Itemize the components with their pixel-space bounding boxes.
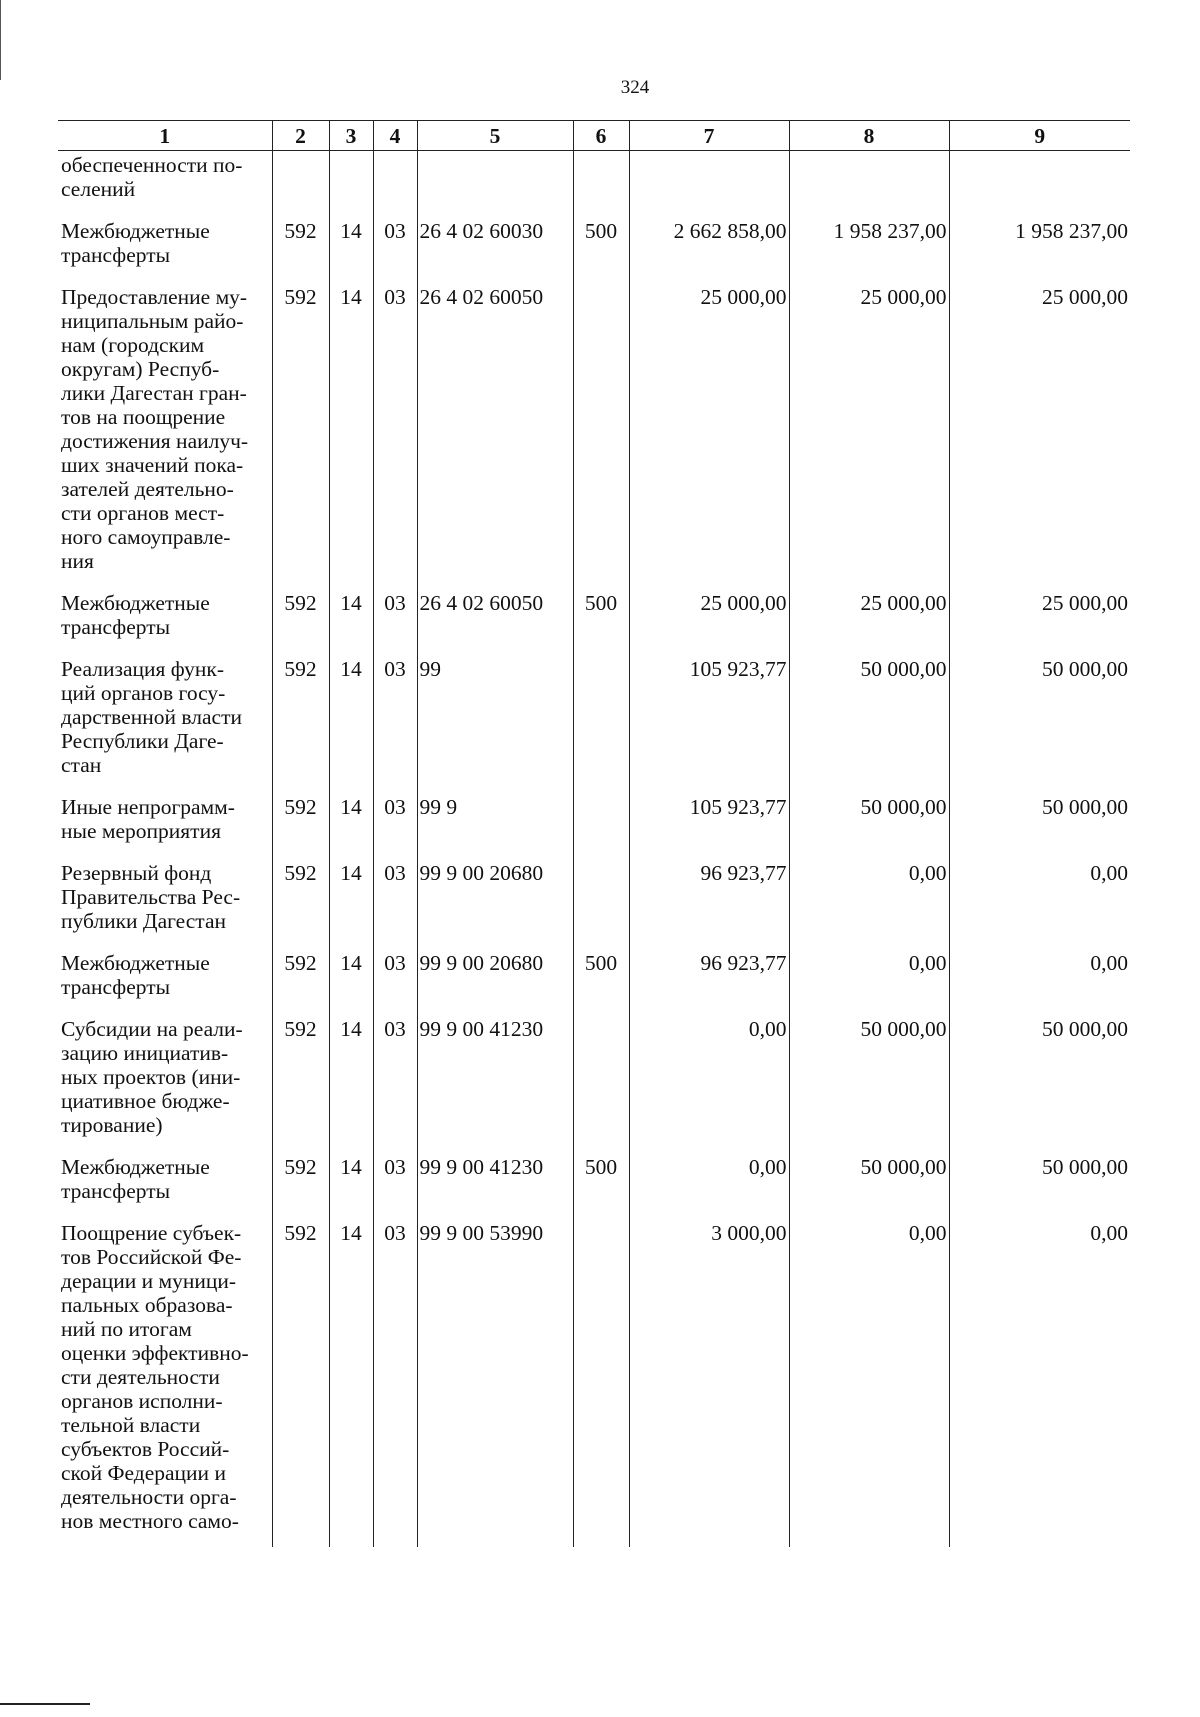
cell-code-5: 26 4 02 60050	[417, 283, 573, 589]
cell-code-2: 592	[272, 793, 329, 859]
row-description: Межбюджетные трансферты	[58, 949, 272, 1015]
cell-code-5	[417, 151, 573, 218]
cell-amount-7: 96 923,77	[629, 949, 789, 1015]
cell-amount-7: 0,00	[629, 1153, 789, 1219]
cell-code-2: 592	[272, 1153, 329, 1219]
cell-amount-8: 0,00	[789, 859, 949, 949]
table-row	[58, 1153, 1130, 1219]
cell-amount-8: 50 000,00	[789, 793, 949, 859]
table-row	[58, 655, 1130, 793]
cell-amount-7: 105 923,77	[629, 655, 789, 793]
table-header-row	[58, 121, 1130, 151]
cell-amount-9: 50 000,00	[949, 793, 1130, 859]
cell-code-4: 03	[373, 283, 417, 589]
table-row	[58, 1219, 1130, 1547]
cell-amount-7	[629, 151, 789, 218]
cell-code-3: 14	[329, 283, 373, 589]
cell-amount-8: 50 000,00	[789, 655, 949, 793]
cell-code-3: 14	[329, 217, 373, 283]
cell-amount-8: 1 958 237,00	[789, 217, 949, 283]
cell-code-6	[573, 283, 629, 589]
cell-code-2: 592	[272, 1219, 329, 1547]
cell-amount-8: 0,00	[789, 1219, 949, 1547]
cell-amount-9: 1 958 237,00	[949, 217, 1130, 283]
row-description: Межбюджетные трансферты	[58, 1153, 272, 1219]
cell-code-2: 592	[272, 283, 329, 589]
cell-amount-8: 0,00	[789, 949, 949, 1015]
table-row	[58, 793, 1130, 859]
cell-code-2: 592	[272, 655, 329, 793]
cell-code-3: 14	[329, 793, 373, 859]
table-row	[58, 283, 1130, 589]
cell-amount-7: 96 923,77	[629, 859, 789, 949]
cell-amount-7: 2 662 858,00	[629, 217, 789, 283]
cell-code-2: 592	[272, 217, 329, 283]
cell-amount-8: 25 000,00	[789, 283, 949, 589]
cell-amount-9: 0,00	[949, 1219, 1130, 1547]
table-row	[58, 949, 1130, 1015]
cell-amount-8: 50 000,00	[789, 1153, 949, 1219]
cell-code-4: 03	[373, 793, 417, 859]
cell-code-3: 14	[329, 949, 373, 1015]
cell-amount-7: 105 923,77	[629, 793, 789, 859]
row-description: обеспеченности по- селений	[58, 151, 272, 218]
cell-code-3	[329, 151, 373, 218]
cell-code-6	[573, 793, 629, 859]
row-description: Поощрение субъек- тов Российской Фе- дерации и муници- пальных образова- ний по итогам оценки эффективно- сти деятельности органов исполни- тельной власти субъектов Россий- ской Федерации и деятельности орга- нов местного само-	[58, 1219, 272, 1547]
column-header: 9	[949, 121, 1130, 151]
row-description: Иные непрограмм- ные мероприятия	[58, 793, 272, 859]
cell-code-6	[573, 1219, 629, 1547]
cell-code-6: 500	[573, 949, 629, 1015]
cell-amount-8: 50 000,00	[789, 1015, 949, 1153]
cell-code-4: 03	[373, 859, 417, 949]
cell-code-6	[573, 859, 629, 949]
cell-amount-9	[949, 151, 1130, 218]
table-row	[58, 1015, 1130, 1153]
cell-amount-9: 50 000,00	[949, 655, 1130, 793]
cell-code-6: 500	[573, 589, 629, 655]
row-description: Резервный фонд Правительства Рес- публики Дагестан	[58, 859, 272, 949]
cell-code-3: 14	[329, 1153, 373, 1219]
column-header: 4	[373, 121, 417, 151]
cell-amount-7: 0,00	[629, 1015, 789, 1153]
scan-edge-mark	[0, 0, 1, 80]
cell-code-5: 99 9	[417, 793, 573, 859]
cell-code-5: 99	[417, 655, 573, 793]
row-description: Межбюджетные трансферты	[58, 589, 272, 655]
cell-code-4	[373, 151, 417, 218]
row-description: Субсидии на реали- зацию инициатив- ных проектов (ини- циативное бюдже- тирование)	[58, 1015, 272, 1153]
column-header: 6	[573, 121, 629, 151]
cell-code-6: 500	[573, 217, 629, 283]
cell-amount-7: 3 000,00	[629, 1219, 789, 1547]
page-number: 324	[620, 77, 650, 98]
row-description: Предоставление му- ниципальным райо- нам (городским округам) Респуб- лики Дагестан гран- тов на поощрение достижения наилуч- ших значений пока- зателей деятельно- сти органов мест- ного самоуправле- ния	[58, 283, 272, 589]
cell-code-6	[573, 1015, 629, 1153]
table-row	[58, 859, 1130, 949]
cell-code-3: 14	[329, 1219, 373, 1547]
cell-code-6	[573, 151, 629, 218]
scan-bottom-mark	[0, 1703, 90, 1705]
cell-code-5: 26 4 02 60050	[417, 589, 573, 655]
cell-code-3: 14	[329, 589, 373, 655]
cell-code-5: 26 4 02 60030	[417, 217, 573, 283]
cell-code-5: 99 9 00 41230	[417, 1153, 573, 1219]
column-header: 5	[417, 121, 573, 151]
cell-amount-9: 0,00	[949, 859, 1130, 949]
cell-amount-9: 50 000,00	[949, 1015, 1130, 1153]
cell-code-2: 592	[272, 949, 329, 1015]
table-row	[58, 217, 1130, 283]
table-row	[58, 589, 1130, 655]
cell-code-5: 99 9 00 20680	[417, 949, 573, 1015]
cell-code-5: 99 9 00 41230	[417, 1015, 573, 1153]
column-header: 8	[789, 121, 949, 151]
cell-code-2: 592	[272, 859, 329, 949]
cell-code-3: 14	[329, 1015, 373, 1153]
cell-code-5: 99 9 00 53990	[417, 1219, 573, 1547]
cell-code-3: 14	[329, 655, 373, 793]
cell-code-5: 99 9 00 20680	[417, 859, 573, 949]
column-header: 7	[629, 121, 789, 151]
cell-amount-9: 50 000,00	[949, 1153, 1130, 1219]
cell-code-4: 03	[373, 589, 417, 655]
cell-amount-8	[789, 151, 949, 218]
cell-code-4: 03	[373, 655, 417, 793]
cell-amount-8: 25 000,00	[789, 589, 949, 655]
cell-amount-9: 25 000,00	[949, 589, 1130, 655]
cell-amount-7: 25 000,00	[629, 589, 789, 655]
cell-amount-9: 25 000,00	[949, 283, 1130, 589]
cell-code-2	[272, 151, 329, 218]
cell-code-6	[573, 655, 629, 793]
row-description: Реализация функ- ций органов госу- дарственной власти Республики Даге- стан	[58, 655, 272, 793]
cell-code-2: 592	[272, 1015, 329, 1153]
cell-code-4: 03	[373, 1153, 417, 1219]
budget-table	[58, 120, 1130, 1547]
cell-code-4: 03	[373, 1219, 417, 1547]
cell-code-4: 03	[373, 949, 417, 1015]
column-header: 2	[272, 121, 329, 151]
row-description: Межбюджетные трансферты	[58, 217, 272, 283]
column-header: 1	[58, 121, 272, 151]
cell-code-2: 592	[272, 589, 329, 655]
cell-amount-7: 25 000,00	[629, 283, 789, 589]
table-row	[58, 151, 1130, 218]
column-header: 3	[329, 121, 373, 151]
cell-code-3: 14	[329, 859, 373, 949]
cell-amount-9: 0,00	[949, 949, 1130, 1015]
cell-code-6: 500	[573, 1153, 629, 1219]
cell-code-4: 03	[373, 217, 417, 283]
cell-code-4: 03	[373, 1015, 417, 1153]
